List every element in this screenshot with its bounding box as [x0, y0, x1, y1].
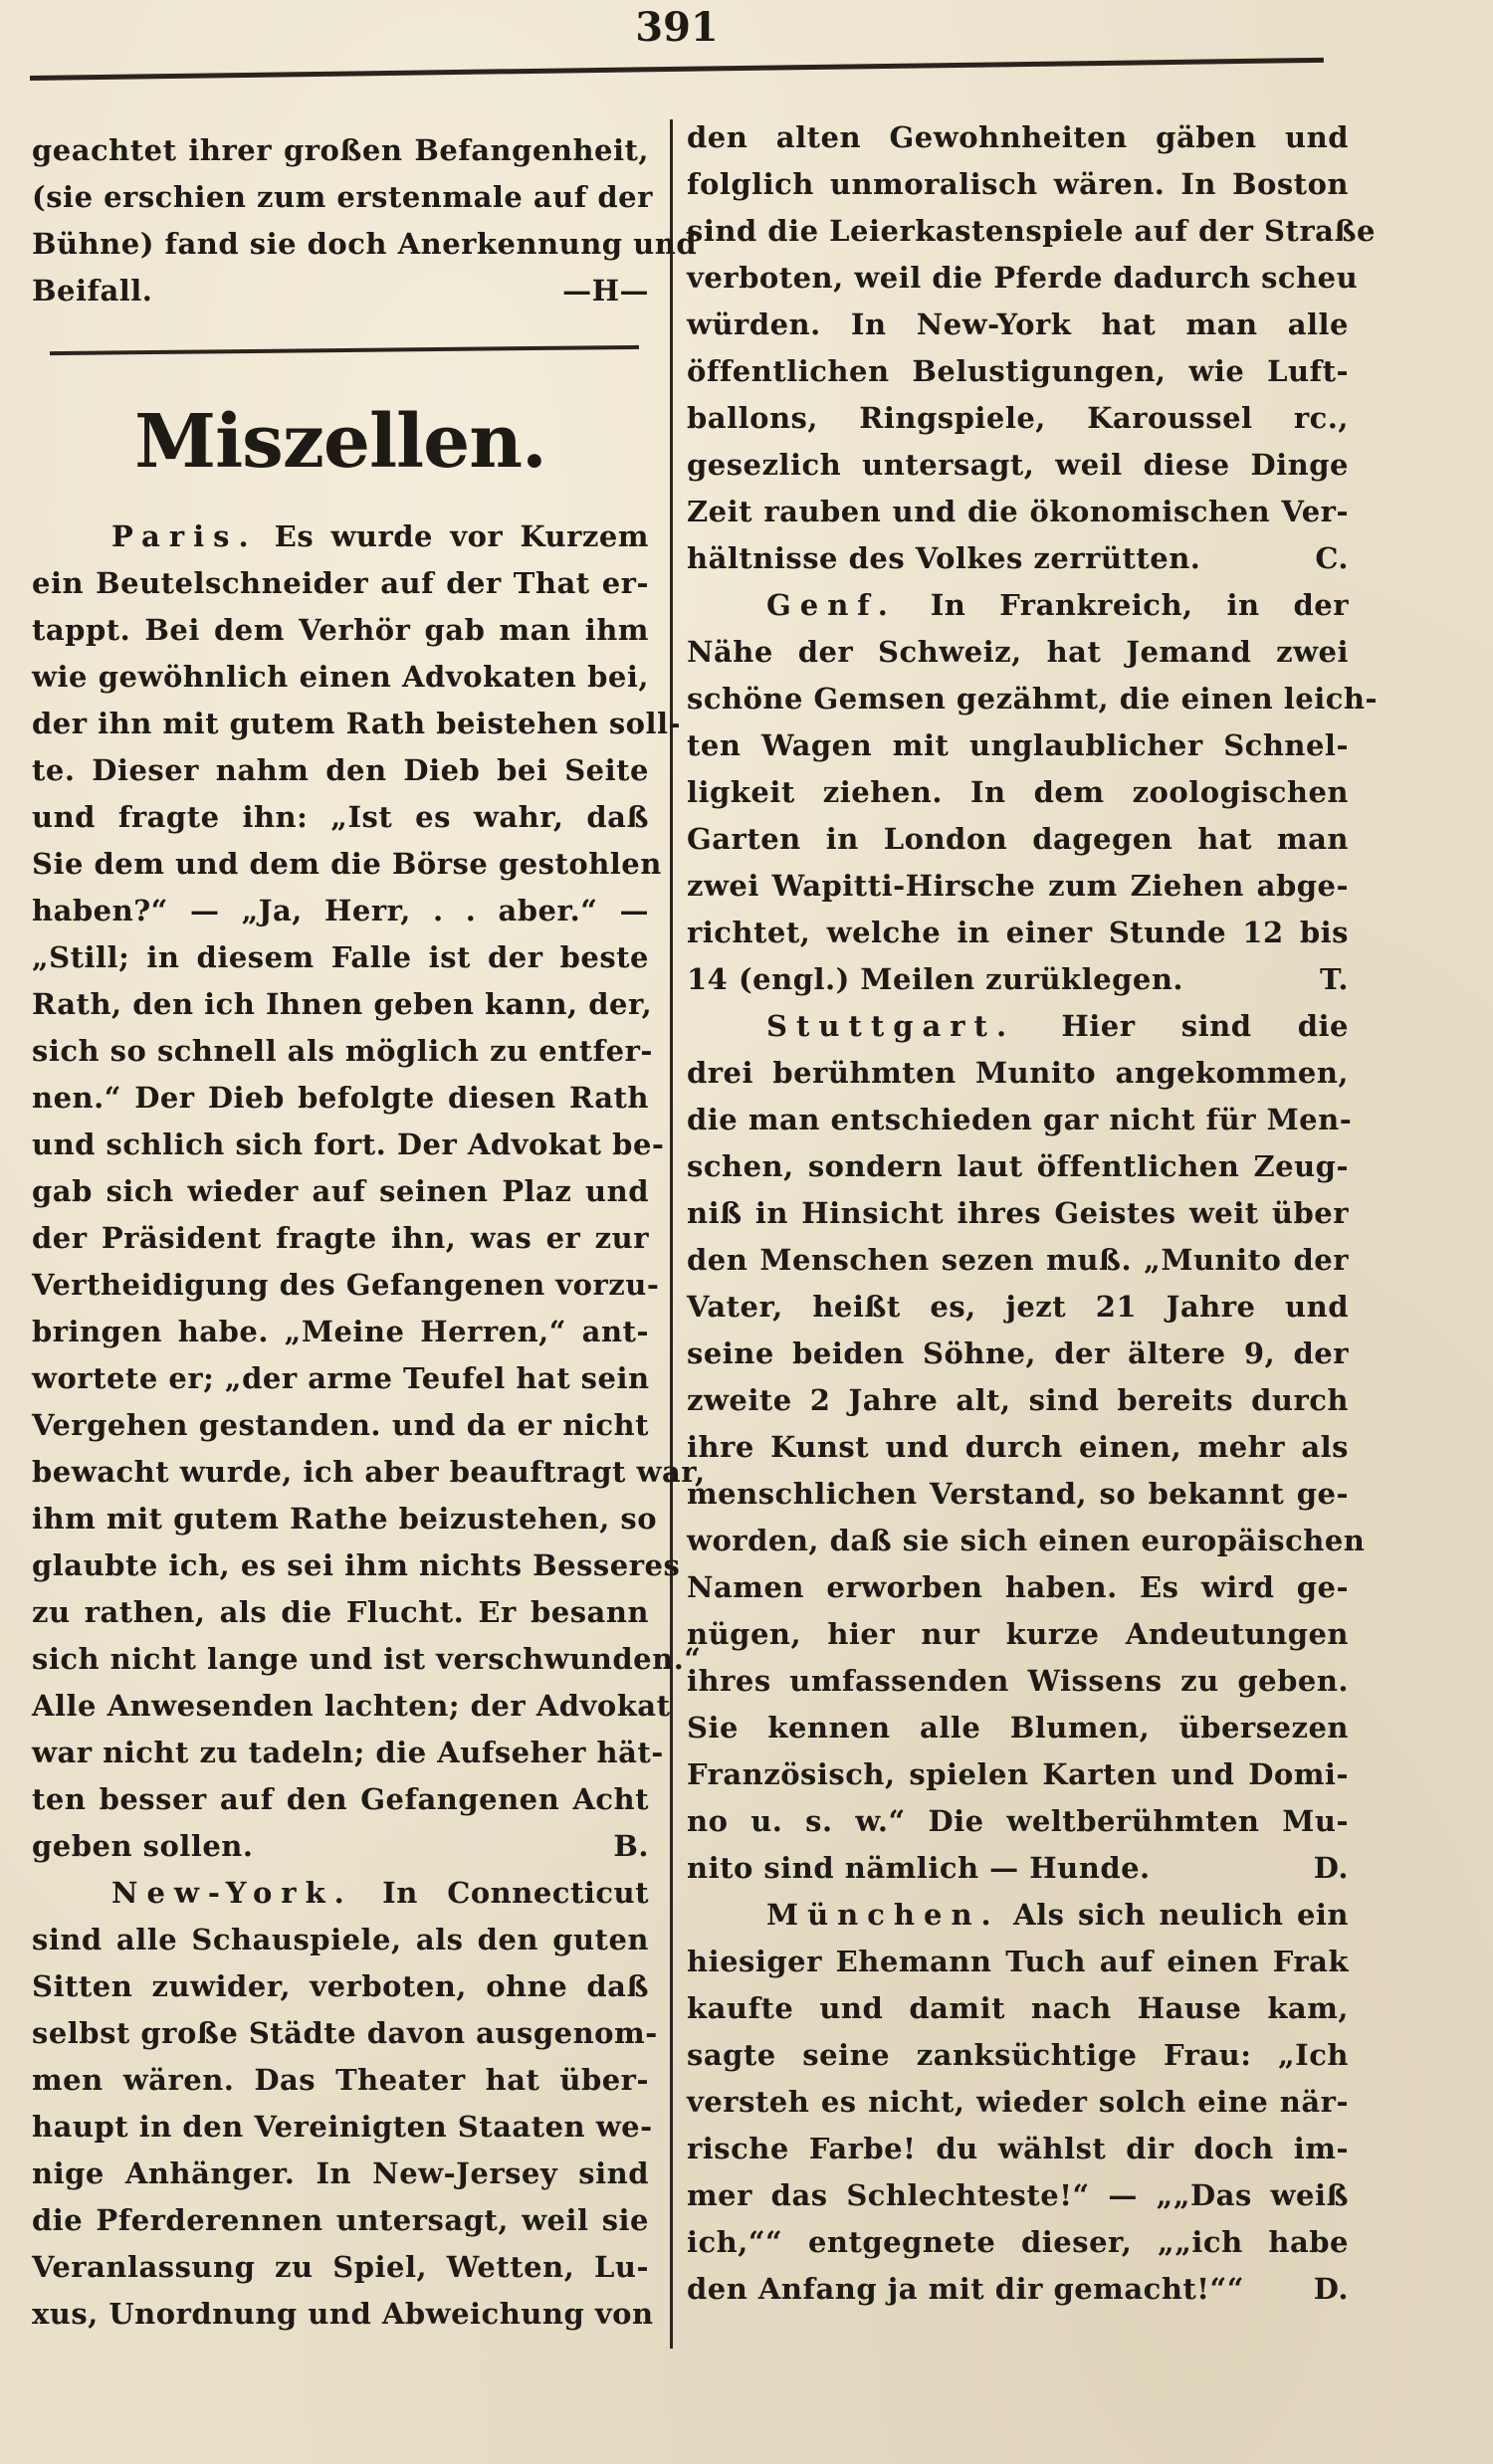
author-signature: —H— — [562, 274, 649, 308]
text-line — [687, 1237, 1349, 1284]
line-text: seine beiden Söhne, der ältere 9, der — [687, 1336, 1349, 1370]
line-text: gesezlich untersagt, weil diese Dinge — [687, 448, 1349, 482]
text-line — [32, 1636, 702, 1683]
text-line — [687, 1190, 1349, 1237]
line-text: Sie kennen alle Blumen, übersezen — [687, 1711, 1349, 1745]
line-text: Sie dem und dem die Börse gestohlen — [32, 847, 662, 881]
line-text: Nähe der Schweiz, hat Jemand zwei — [687, 635, 1349, 669]
place-heading: New-York. — [111, 1876, 353, 1910]
text-line — [687, 1518, 1366, 1564]
text-line — [32, 934, 649, 981]
line-text: den alten Gewohnheiten gäben und — [687, 120, 1349, 154]
text-line — [687, 910, 1349, 956]
line-text: rische Farbe! du wählst dir doch im- — [687, 2132, 1349, 2165]
line-text: die man entschieden gar nicht für Men- — [687, 1103, 1353, 1136]
text-line — [687, 2172, 1349, 2219]
line-text: geben sollen. — [32, 1829, 254, 1863]
text-line — [687, 1284, 1349, 1331]
text-line — [32, 1168, 649, 1215]
text-line — [32, 1870, 649, 1917]
text-line — [32, 2010, 658, 2057]
line-text: sind alle Schauspiele, als den guten — [32, 1923, 649, 1956]
line-text: nige Anhänger. In New-Jersey sind — [32, 2156, 649, 2190]
text-line — [687, 489, 1349, 535]
line-text: kaufte und damit nach Hause kam, — [687, 1991, 1349, 2025]
line-text: zwei Wapitti-Hirsche zum Ziehen abge- — [687, 869, 1349, 903]
text-line — [32, 174, 653, 221]
left-column — [32, 127, 706, 2338]
text-line — [32, 1028, 653, 1075]
line-text: Es wurde vor Kurzem — [257, 519, 649, 553]
text-line — [687, 863, 1349, 910]
line-text: war nicht zu tadeln; die Aufseher hät- — [32, 1736, 664, 1769]
text-line — [687, 722, 1349, 769]
line-text: bewacht wurde, ich aber beauftragt war, — [32, 1455, 706, 1489]
line-text: haben?“ — „Ja, Herr, . . aber.“ — — [32, 894, 649, 927]
line-text: ten Wagen mit unglaublicher Schnel- — [687, 728, 1349, 762]
line-text: ten besser auf den Gefangenen Acht — [32, 1782, 649, 1816]
author-signature: B. — [613, 1829, 649, 1863]
text-line — [687, 1564, 1349, 1611]
line-text: niß in Hinsicht ihres Geistes weit über — [687, 1196, 1349, 1230]
text-line — [687, 1611, 1349, 1658]
text-line — [32, 1963, 649, 2010]
right-column — [687, 114, 1379, 2313]
line-text: und fragte ihn: „Ist es wahr, daß — [32, 800, 649, 834]
text-line — [32, 1776, 649, 1823]
line-text: Bühne) fand sie doch Anerkennung und — [32, 227, 698, 261]
line-text: folglich unmoralisch wären. In Boston — [687, 167, 1349, 201]
line-text: Veranlassung zu Spiel, Wetten, Lu- — [32, 2250, 649, 2284]
line-text: mer das Schlechteste!“ — „„Das weiß — [687, 2178, 1349, 2212]
text-line — [32, 1309, 649, 1355]
author-signature: D. — [1313, 2272, 1349, 2306]
line-text: xus, Unordnung und Abweichung von — [32, 2297, 654, 2331]
line-text: die Pferderennen untersagt, weil sie — [32, 2203, 649, 2237]
line-text: Beifall. — [32, 274, 153, 308]
line-text: 14 (engl.) Meilen zurüklegen. — [687, 962, 1184, 996]
section-title: Miszellen. — [134, 399, 546, 485]
line-text: ihm mit gutem Rathe beizustehen, so — [32, 1502, 658, 1536]
text-line — [687, 395, 1349, 442]
text-line — [687, 1143, 1349, 1190]
text-line — [687, 1939, 1349, 1985]
line-text: (sie erschien zum erstenmale auf der — [32, 180, 653, 214]
line-text: hältnisse des Volkes zerrütten. — [687, 541, 1201, 575]
miscellany-left — [32, 513, 706, 2338]
line-text: hiesiger Ehemann Tuch auf einen Frak — [687, 1945, 1349, 1978]
text-line — [32, 127, 649, 174]
line-text: richtet, welche in einer Stunde 12 bis — [687, 916, 1349, 949]
line-text: selbst große Städte davon ausgenom- — [32, 2016, 658, 2050]
text-line — [32, 2057, 649, 2104]
text-line — [687, 1377, 1349, 1424]
line-text: „Still; in diesem Falle ist der beste — [32, 940, 649, 974]
line-text: Französisch, spielen Karten und Domi- — [687, 1757, 1349, 1791]
text-line — [687, 535, 1349, 582]
text-line — [687, 676, 1379, 722]
line-text: ihres umfassenden Wissens zu geben. — [687, 1664, 1349, 1698]
text-line — [687, 1798, 1349, 1845]
text-line — [687, 629, 1349, 676]
text-line — [32, 794, 649, 841]
text-line — [687, 816, 1349, 863]
text-line — [687, 208, 1376, 255]
line-text: ein Beutelschneider auf der That er- — [32, 566, 649, 600]
place-heading: Stuttgart. — [766, 1009, 1016, 1043]
text-line — [687, 1471, 1349, 1518]
line-text: sich nicht lange und ist verschwunden.“ — [32, 1642, 702, 1676]
line-text: bringen habe. „Meine Herren,“ ant- — [32, 1315, 649, 1348]
line-text: gab sich wieder auf seinen Plaz und — [32, 1174, 649, 1208]
line-text: wortete er; „der arme Teufel hat sein — [32, 1361, 650, 1395]
author-signature: D. — [1313, 1851, 1349, 1885]
line-text: men wären. Das Theater hat über- — [32, 2063, 649, 2097]
text-line — [32, 221, 698, 268]
text-line — [32, 2291, 654, 2338]
miscellany-right — [687, 114, 1379, 2313]
text-line — [32, 1823, 649, 1870]
text-line — [32, 888, 649, 934]
line-text: ihre Kunst und durch einen, mehr als — [687, 1430, 1349, 1464]
line-text: schen, sondern laut öffentlichen Zeug- — [687, 1149, 1349, 1183]
text-line — [687, 2126, 1349, 2172]
text-line — [32, 1449, 706, 1496]
text-line — [32, 1589, 649, 1636]
line-text: tappt. Bei dem Verhör gab man ihm — [32, 613, 649, 647]
text-line — [687, 1751, 1349, 1798]
line-text: schöne Gemsen gezähmt, die einen leich- — [687, 682, 1379, 716]
line-text: geachtet ihrer großen Befangenheit, — [32, 133, 649, 167]
place-heading: Paris. — [111, 519, 258, 553]
text-line — [687, 442, 1349, 489]
text-line — [32, 2104, 653, 2151]
text-line — [32, 1215, 649, 1262]
line-text: zweite 2 Jahre alt, sind bereits durch — [687, 1383, 1349, 1417]
line-text: nen.“ Der Dieb befolgte diesen Rath — [32, 1081, 649, 1115]
text-line — [32, 2244, 649, 2291]
line-text: sich so schnell als möglich zu entfer- — [32, 1034, 653, 1068]
text-line — [687, 1424, 1349, 1471]
line-text: zu rathen, als die Flucht. Er besann — [32, 1595, 649, 1629]
line-text: und schlich sich fort. Der Advokat be- — [32, 1128, 665, 1161]
line-text: verboten, weil die Pferde dadurch scheu — [687, 261, 1359, 295]
line-text: ballons, Ringspiele, Karoussel rc., — [687, 401, 1349, 435]
text-line — [32, 981, 653, 1028]
text-line — [32, 268, 649, 314]
text-line — [687, 2079, 1349, 2126]
line-text: Alle Anwesenden lachten; der Advokat — [32, 1689, 671, 1723]
line-text: den Menschen sezen muß. „Munito der — [687, 1243, 1349, 1277]
author-signature: T. — [1320, 962, 1349, 996]
text-line — [687, 1658, 1349, 1705]
text-line — [687, 255, 1359, 302]
text-line — [32, 2151, 649, 2197]
line-text: den Anfang ja mit dir gemacht!““ — [687, 2272, 1244, 2306]
line-text: der Präsident fragte ihn, was er zur — [32, 1221, 649, 1255]
line-text: menschlichen Verstand, so bekannt ge- — [687, 1477, 1349, 1511]
line-text: Namen erworben haben. Es wird ge- — [687, 1570, 1349, 1604]
line-text: In Frankreich, in der — [896, 588, 1349, 622]
column-divider — [670, 119, 673, 2349]
text-line — [687, 1331, 1349, 1377]
text-line — [687, 1892, 1349, 1939]
text-line — [32, 1075, 649, 1122]
text-line — [32, 1683, 671, 1730]
author-signature: C. — [1315, 541, 1349, 575]
text-line — [32, 1917, 649, 1963]
line-text: no u. s. w.“ Die weltberühmten Mu- — [687, 1804, 1349, 1838]
line-text: Vater, heißt es, jezt 21 Jahre und — [687, 1290, 1349, 1324]
line-text: nito sind nämlich — Hunde. — [687, 1851, 1151, 1885]
text-line — [32, 1730, 664, 1776]
header-rule — [30, 58, 1324, 81]
text-line — [32, 560, 649, 607]
line-text: versteh es nicht, wieder solch eine när- — [687, 2085, 1349, 2119]
text-line — [687, 956, 1349, 1003]
line-text: worden, daß sie sich einen europäischen — [687, 1524, 1366, 1557]
text-line — [687, 1985, 1349, 2032]
line-text: Hier sind die — [1015, 1009, 1349, 1043]
text-line — [687, 1097, 1353, 1143]
line-text: te. Dieser nahm den Dieb bei Seite — [32, 753, 649, 787]
line-text: Garten in London dagegen hat man — [687, 822, 1349, 856]
text-line — [687, 1003, 1349, 1050]
text-line — [32, 513, 649, 560]
continued-article — [32, 127, 698, 314]
text-line — [32, 1122, 665, 1168]
line-text: Vertheidigung des Gefangenen vorzu- — [32, 1268, 660, 1302]
text-line — [32, 747, 649, 794]
line-text: sagte seine zanksüchtige Frau: „Ich — [687, 2038, 1349, 2072]
line-text: Zeit rauben und die ökonomischen Ver- — [687, 495, 1349, 528]
text-line — [687, 302, 1349, 348]
text-line — [32, 701, 682, 747]
text-line — [687, 161, 1349, 208]
place-heading: Genf. — [766, 588, 897, 622]
text-line — [687, 114, 1349, 161]
line-text: glaubte ich, es sei ihm nichts Besseres — [32, 1548, 681, 1582]
text-line — [32, 1355, 649, 1402]
text-line — [687, 582, 1349, 629]
line-text: öffentlichen Belustigungen, wie Luft- — [687, 354, 1349, 388]
line-text: In Connecticut — [352, 1876, 649, 1910]
line-text: wie gewöhnlich einen Advokaten bei, — [32, 660, 649, 694]
line-text: Rath, den ich Ihnen geben kann, der, — [32, 987, 653, 1021]
text-line — [687, 2266, 1349, 2313]
line-text: drei berühmten Munito angekommen, — [687, 1056, 1349, 1090]
text-line — [687, 2219, 1349, 2266]
line-text: nügen, hier nur kurze Andeutungen — [687, 1617, 1349, 1651]
line-text: Vergehen gestanden. und da er nicht — [32, 1408, 649, 1442]
text-line — [32, 654, 649, 701]
text-line — [32, 1542, 681, 1589]
line-text: würden. In New-York hat man alle — [687, 308, 1349, 341]
text-line — [32, 841, 662, 888]
line-text: Als sich neulich ein — [999, 1898, 1349, 1932]
text-line — [32, 607, 649, 654]
text-line — [32, 1496, 658, 1542]
line-text: ich,““ entgegnete dieser, „„ich habe — [687, 2225, 1349, 2259]
line-text: haupt in den Vereinigten Staaten we- — [32, 2110, 653, 2144]
text-line — [32, 1262, 660, 1309]
text-line — [687, 2032, 1349, 2079]
text-line — [687, 1845, 1349, 1892]
line-text: ligkeit ziehen. In dem zoologischen — [687, 775, 1349, 809]
place-heading: München. — [766, 1898, 1000, 1932]
text-line — [32, 1402, 649, 1449]
text-line — [32, 2197, 649, 2244]
text-line — [687, 769, 1349, 816]
text-line — [687, 1705, 1349, 1751]
page-number: 391 — [635, 4, 719, 51]
line-text: sind die Leierkastenspiele auf der Straße — [687, 214, 1376, 248]
line-text: Sitten zuwider, verboten, ohne daß — [32, 1969, 649, 2003]
line-text: der ihn mit gutem Rath beistehen soll- — [32, 707, 682, 740]
text-line — [687, 348, 1349, 395]
section-rule — [50, 345, 639, 355]
text-line — [687, 1050, 1349, 1097]
